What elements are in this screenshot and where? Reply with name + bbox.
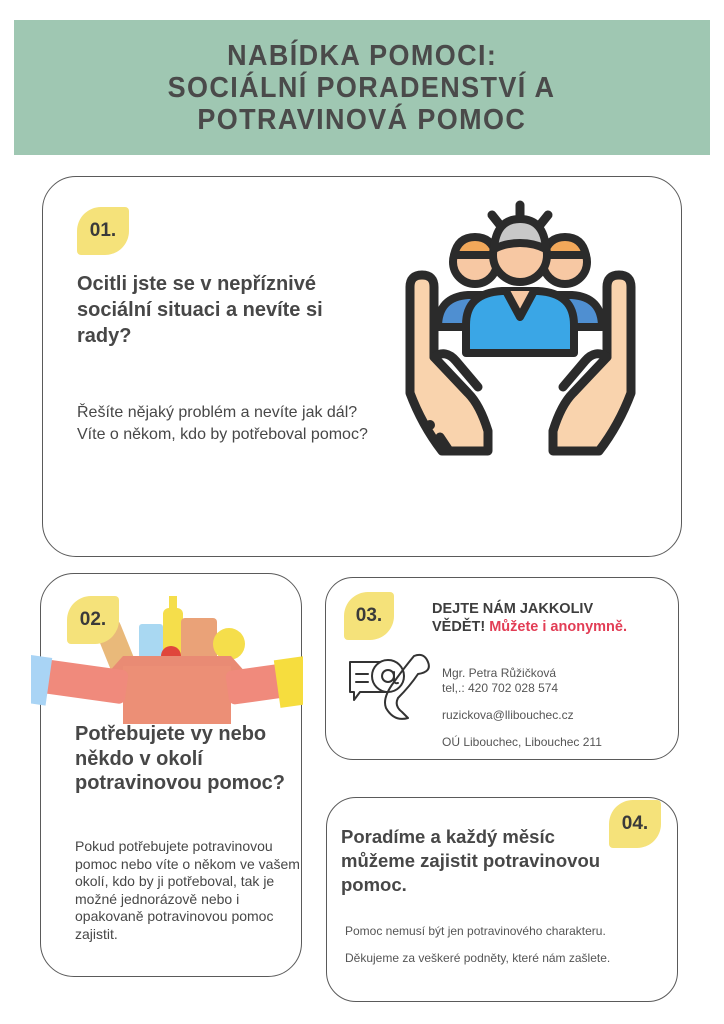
- cta-line-1: DEJTE NÁM JAKKOLIV: [432, 601, 594, 617]
- section-number-badge: 01.: [77, 207, 129, 255]
- section-card-02: [40, 573, 302, 977]
- section-body: [77, 402, 377, 445]
- page-title-line-2: SOCIÁLNÍ PORADENSTVÍ A: [168, 71, 556, 104]
- section-heading: Ocitli jste se v nepříznivé sociální situaci a nevíte si rady?: [77, 273, 323, 347]
- section-heading: Potřebujete vy nebo někdo v okolí potravinovou pomoc?: [75, 723, 285, 794]
- section-number-badge: 02.: [67, 596, 119, 644]
- section-body: Pokud potřebujete potravinovou pomoc nebo víte o někom ve vašem okolí, kdo by ji potřeboval, tak je možné jednorázově nebo i opakovaně potravinovou pomoc zajistit.: [75, 838, 300, 942]
- body-line-2: Děkujeme za veškeré podněty, které nám zašlete.: [345, 950, 611, 965]
- page-title-line-3: POTRAVINOVÁ POMOC: [197, 103, 527, 136]
- hands-holding-people-icon: [388, 187, 653, 457]
- section-number-badge: 03.: [344, 592, 394, 640]
- contact-details: [442, 666, 602, 750]
- cta-accent: Můžete i anonymně.: [489, 619, 627, 635]
- message-email-phone-icon: [346, 650, 438, 720]
- section-card-04: [326, 797, 678, 1002]
- contact-email-link[interactable]: ruzickova@llibouchec.cz: [442, 708, 574, 722]
- cta-plain: VĚDĚT!: [432, 619, 486, 635]
- title-banner: [14, 20, 710, 155]
- contact-address: OÚ Libouchec, Libouchec 211: [442, 735, 602, 749]
- hands-giving-food-box-icon: [31, 574, 303, 724]
- contact-call-to-action: [432, 600, 627, 636]
- body-line-1: Pomoc nemusí být jen potravinového charakteru.: [345, 924, 606, 938]
- section-number-badge: 04.: [609, 800, 661, 848]
- section-card-03: [325, 577, 679, 760]
- section-card-01: [42, 176, 682, 557]
- contact-phone: tel,.: 420 702 028 574: [442, 681, 559, 695]
- body-line-2: Víte o někom, kdo by potřeboval pomoc?: [77, 425, 368, 443]
- section-heading: Poradíme a každý měsíc můžeme zajistit potravinovou pomoc.: [341, 826, 601, 895]
- page-title-line-1: NABÍDKA POMOCI:: [226, 39, 498, 72]
- body-line-1: Řešíte nějaký problém a nevíte jak dál?: [77, 404, 358, 421]
- cta-line-2: [432, 618, 627, 636]
- section-body: [345, 924, 675, 977]
- contact-name: Mgr. Petra Růžičková: [442, 666, 557, 680]
